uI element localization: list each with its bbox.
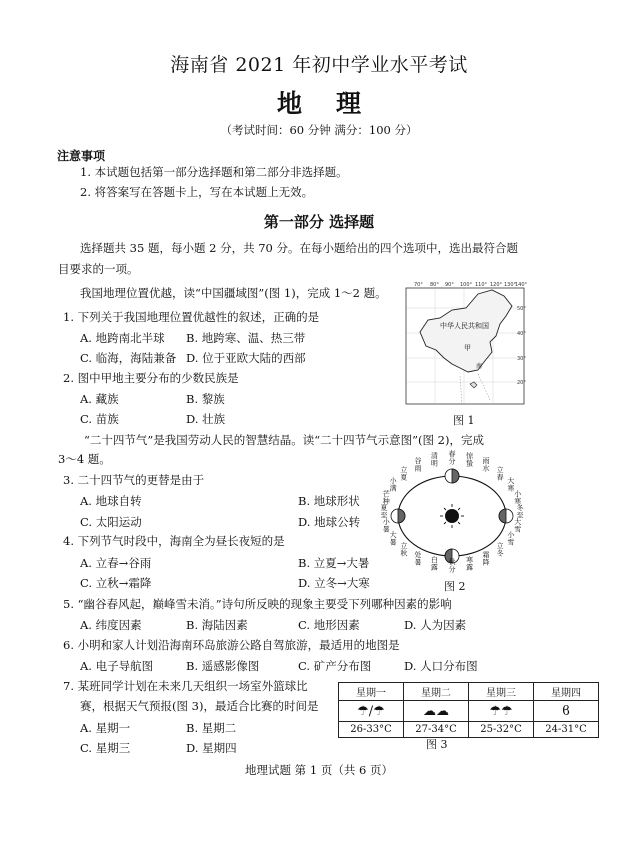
q1-option-a: A. 地跨南北半球	[80, 331, 165, 345]
exam-info: （考试时间：60 分钟 满分：100 分）	[220, 123, 418, 137]
cloudy-icon: ☁☁	[404, 701, 469, 722]
page-footer: 地理试题 第 1 页（共 6 页）	[245, 763, 393, 777]
q6-stem: 6. 小明和家人计划沿海南环岛旅游公路自驾旅游，最适用的地图是	[63, 638, 400, 652]
forecast-day: 星期二	[404, 683, 469, 701]
q1-stem: 1. 下列关于我国地理位置优越性的叙述，正确的是	[63, 310, 320, 324]
china-territory-map	[400, 280, 528, 408]
q7-stem-line2: 赛，根据天气预报(图 3)，最适合比赛的时间是	[80, 699, 319, 713]
notes-item-2: 2. 将答案写在答题卡上，写在本试题上无效。	[80, 185, 314, 199]
solar-term-label: 谷雨	[414, 457, 422, 473]
sun-icon	[440, 504, 464, 528]
rain-icon: ☂/☂	[339, 701, 404, 722]
solar-term-label: 霜降	[482, 550, 490, 567]
q7-stem-line1: 7. 某班同学计划在未来几天组织一场室外篮球比	[63, 679, 308, 693]
exam-title: 海南省 2021 年初中学业水平考试	[170, 54, 468, 76]
solar-term-label: 立秋	[400, 542, 408, 558]
q4-option-b: B. 立夏→大暑	[298, 556, 370, 570]
q4-option-c: C. 立秋→霜降	[80, 576, 152, 590]
q4-option-a: A. 立春→谷雨	[80, 556, 152, 570]
q1-option-b: B. 地跨寒、温、热三带	[186, 331, 306, 345]
solar-term-label: 夏至	[380, 504, 388, 520]
forecast-temp: 27-34°C	[404, 722, 469, 738]
solar-term-label: 芒种	[382, 490, 390, 506]
part1-intro-line2: 目要求的一项。	[58, 262, 139, 276]
weather-forecast-table	[338, 682, 599, 738]
lon-label: 100°	[460, 282, 473, 288]
q5-option-d: D. 人为因素	[404, 618, 467, 632]
group2-lead-line2: 3～4 题。	[58, 452, 111, 466]
lon-label: 140°	[515, 282, 528, 288]
lon-label: 70°	[414, 282, 423, 288]
solar-term-label: 白露	[430, 556, 438, 572]
lon-label: 120°	[490, 282, 503, 288]
q7-option-a: A. 星期一	[80, 721, 131, 735]
solar-term-label: 立春	[496, 465, 504, 482]
q3-option-c: C. 太阳运动	[80, 515, 142, 529]
q5-option-b: B. 海陆因素	[186, 618, 248, 632]
q3-option-d: D. 地球公转	[298, 515, 361, 529]
solar-term-label: 大雪	[514, 518, 522, 534]
solar-term-label: 大暑	[389, 531, 397, 547]
lat-label: 30°	[517, 356, 526, 362]
group2-lead-line1: “二十四节气”是我国劳动人民的智慧结晶。读“二十四节气示意图”(图 2)，完成	[84, 433, 484, 447]
q5-option-c: C. 地形因素	[298, 618, 360, 632]
lon-label: 80°	[430, 282, 439, 288]
solar-term-label: 小满	[389, 477, 397, 493]
q3-stem: 3. 二十四节气的更替是由于	[63, 473, 205, 487]
q1-option-d: D. 位于亚欧大陆的西部	[186, 351, 306, 365]
lat-label: 50°	[517, 306, 526, 312]
solar-term-label: 小暑	[382, 518, 390, 534]
q7-option-c: C. 星期三	[80, 741, 131, 755]
lon-label: 90°	[445, 282, 454, 288]
solar-term-label: 寒露	[466, 556, 474, 572]
map-marker-jia: 甲	[464, 344, 471, 352]
lat-label: 40°	[517, 331, 526, 337]
subject-title: 地理	[276, 89, 395, 118]
solar-term-label: 雨水	[482, 457, 490, 473]
map-marker-nan: 南	[476, 363, 483, 370]
notes-heading: 注意事项	[57, 149, 106, 163]
solar-term-label: 小雪	[507, 531, 515, 547]
solar-term-label: 立冬	[496, 542, 504, 558]
forecast-day: 星期四	[534, 683, 599, 701]
q2-option-c: C. 苗族	[80, 412, 119, 426]
forecast-day: 星期一	[339, 683, 404, 701]
heavy-rain-icon: ☂☂	[469, 701, 534, 722]
group1-lead: 我国地理位置优越，读“中国疆域图”(图 1)，完成 1～2 题。	[80, 286, 387, 300]
solar-term-label: 小寒	[514, 490, 522, 506]
figure2-caption: 图 2	[444, 580, 466, 593]
solar-term-label: 立夏	[400, 465, 408, 482]
q3-option-b: B. 地球形状	[298, 494, 360, 508]
q4-option-d: D. 立冬→大寒	[298, 576, 370, 590]
forecast-temp: 26-33°C	[339, 722, 404, 738]
notes-item-1: 1. 本试题包括第一部分选择题和第二部分非选择题。	[80, 165, 348, 179]
lon-label: 110°	[475, 282, 488, 288]
q6-option-c: C. 矿产分布图	[298, 659, 372, 673]
q6-option-d: D. 人口分布图	[404, 659, 478, 673]
q1-option-c: C. 临海，海陆兼备	[80, 351, 177, 365]
solar-term-label: 清明	[430, 451, 438, 468]
forecast-temp: 24-31°C	[534, 722, 599, 738]
map-country-label: 中华人民共和国	[440, 322, 489, 330]
typhoon-icon: ϐ	[534, 701, 599, 722]
solar-term-label: 处暑	[414, 550, 422, 567]
solar-term-label: 大寒	[507, 477, 515, 493]
lon-label: 130°	[504, 282, 517, 288]
q2-option-a: A. 藏族	[80, 392, 119, 406]
forecast-day: 星期三	[469, 683, 534, 701]
q3-option-a: A. 地球自转	[80, 494, 142, 508]
q2-option-b: B. 黎族	[186, 392, 225, 406]
solar-terms-diagram	[362, 448, 558, 580]
q6-option-b: B. 遥感影像图	[186, 659, 260, 673]
forecast-temp: 25-32°C	[469, 722, 534, 738]
figure3-caption: 图 3	[426, 738, 448, 751]
figure1-caption: 图 1	[453, 414, 475, 427]
q2-option-d: D. 壮族	[186, 412, 226, 426]
q2-stem: 2. 图中甲地主要分布的少数民族是	[63, 371, 239, 385]
q7-option-d: D. 星期四	[186, 741, 237, 755]
solar-term-label: 惊蛰	[466, 451, 474, 468]
solar-term-label: 秋分	[448, 558, 456, 574]
q7-option-b: B. 星期二	[186, 721, 237, 735]
q6-option-a: A. 电子导航图	[80, 659, 154, 673]
part1-intro-line1: 选择题共 35 题，每小题 2 分，共 70 分。在每小题给出的四个选项中，选出最符合题	[80, 241, 519, 255]
solar-term-label: 春分	[448, 450, 456, 466]
q4-stem: 4. 下列节气时段中，海南全为昼长夜短的是	[63, 534, 285, 548]
lat-label: 20°	[517, 380, 526, 386]
part1-title: 第一部分 选择题	[263, 213, 375, 231]
q5-stem: 5. “幽谷春风起，巅峰雪未消。”诗句所反映的现象主要受下列哪种因素的影响	[63, 597, 452, 611]
q5-option-a: A. 纬度因素	[80, 618, 142, 632]
solar-term-label: 冬至	[516, 504, 524, 520]
